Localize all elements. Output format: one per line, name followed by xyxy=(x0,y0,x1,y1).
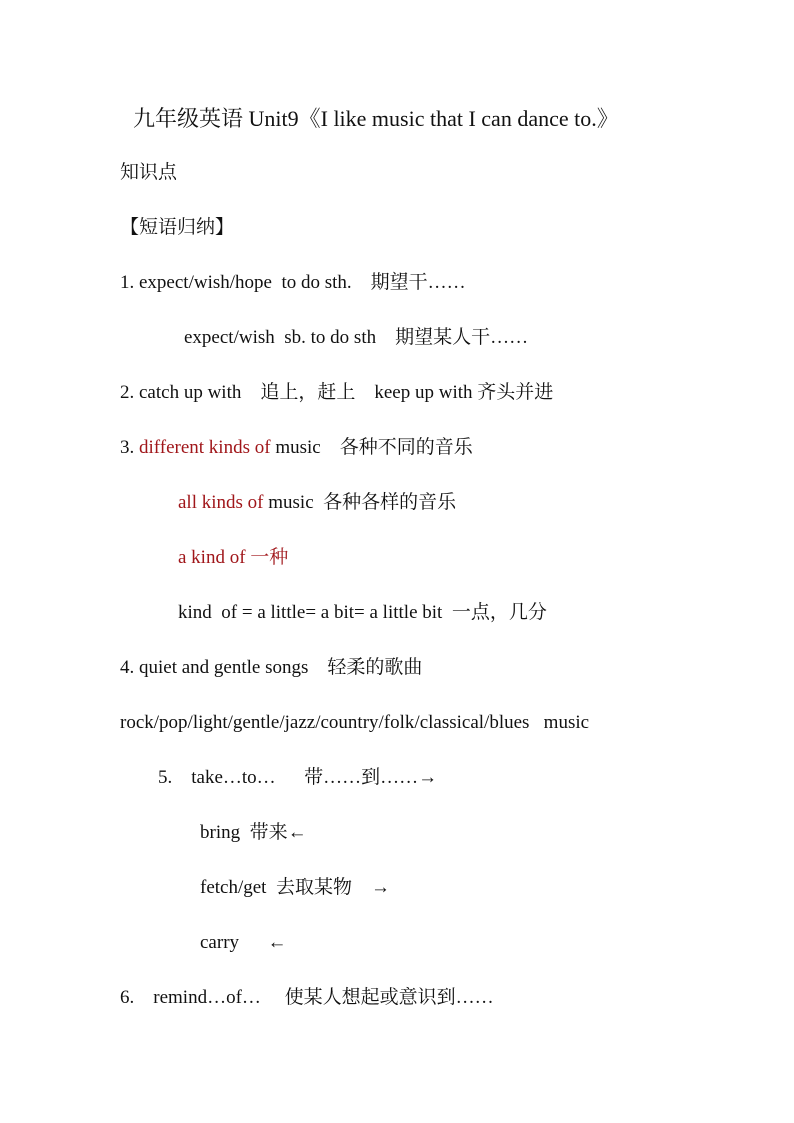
item-1-sub: expect/wish sb. to do sth 期望某人干…… xyxy=(184,327,529,348)
section-heading: 知识点 xyxy=(120,162,178,183)
item-3-sub-2: a kind of 一种 xyxy=(178,547,289,568)
item-3-number: 3. xyxy=(120,437,139,458)
item-3-highlight: different kinds of xyxy=(139,437,271,458)
item-5-sub-2: fetch/get 去取某物 → xyxy=(200,877,390,898)
item-5-sub-3: carry ← xyxy=(200,932,287,953)
item-3 xyxy=(120,436,473,460)
item-3-sub-1 xyxy=(178,491,456,515)
item-3-rest: music 各种不同的音乐 xyxy=(270,437,473,458)
item-1: 1. expect/wish/hope to do sth. 期望干…… xyxy=(120,272,466,293)
item-3-sub-3: kind of = a little= a bit= a little bit 一点，几分 xyxy=(178,602,547,623)
item-3-sub-1-highlight: all kinds of xyxy=(178,492,264,513)
item-4: 4. quiet and gentle songs 轻柔的歌曲 xyxy=(120,657,423,678)
item-5-sub-1: bring 带来← xyxy=(200,822,307,843)
item-2: 2. catch up with 追上，赶上 keep up with 齐头并进 xyxy=(120,382,554,403)
item-5: 5. take…to… 带……到……→ xyxy=(158,767,438,788)
item-3-sub-1-rest: music 各种各样的音乐 xyxy=(263,492,457,513)
item-4-sub: rock/pop/light/gentle/jazz/country/folk/classical/blues music xyxy=(120,712,590,733)
phrase-summary-heading: 【短语归纳】 xyxy=(120,217,235,238)
item-6: 6. remind…of… 使某人想起或意识到…… xyxy=(120,987,494,1008)
document-title: 九年级英语 Unit9《I like music that I can dance to.》 xyxy=(133,106,619,131)
